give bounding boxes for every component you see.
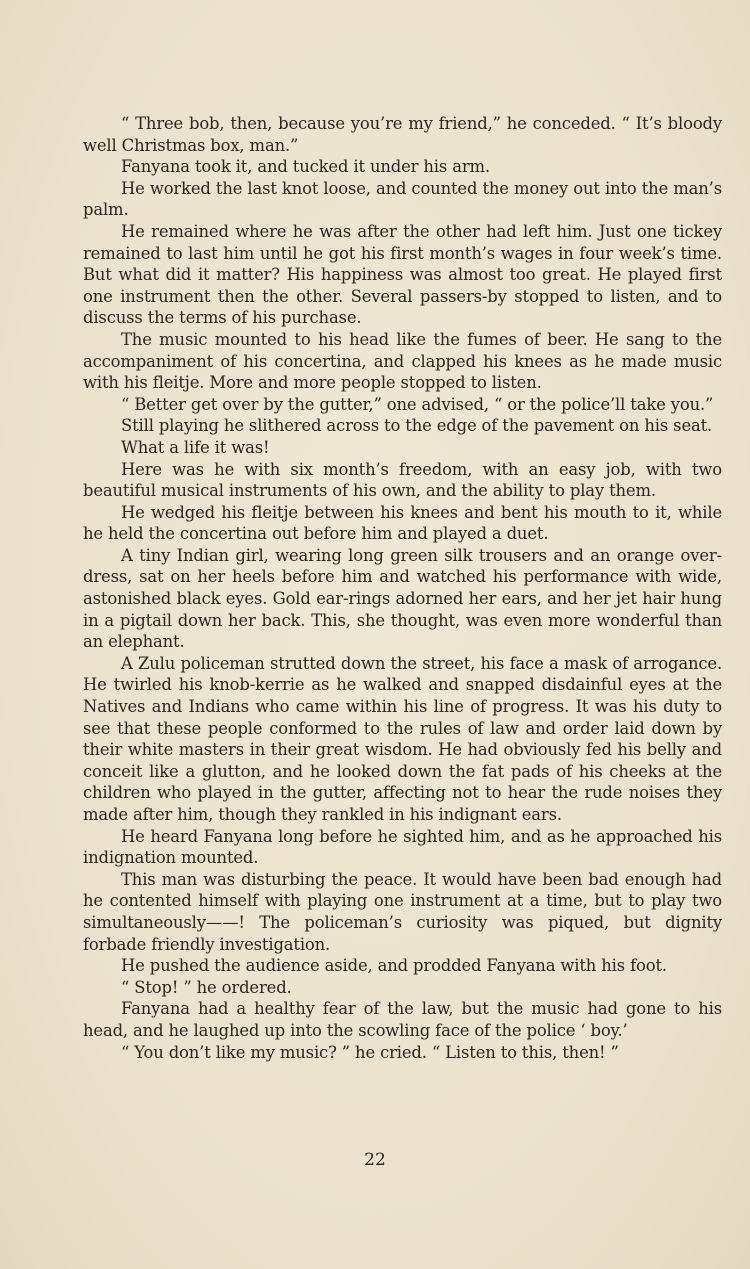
paragraph: He wedged his fleitje between his knees and bent his mouth to it, while he held the concertina out before him and played a duet. xyxy=(83,502,722,544)
paragraph: Fanyana took it, and tucked it under his arm. xyxy=(121,157,490,177)
paragraph: Fanyana had a healthy fear of the law, but the music had gone to his head, and he laughed up into the scowling face of the police ‘ boy.’ xyxy=(83,999,722,1040)
body-text xyxy=(83,113,722,1063)
paragraph: Here was he with six month’s freedom, with an easy job, with two beautiful musical instruments of his own, and the ability to play them. xyxy=(83,459,722,501)
paragraph: “ Stop! ” he ordered. xyxy=(121,977,292,997)
page-number: 22 xyxy=(364,1150,386,1170)
paragraph: A tiny Indian girl, wearing long green silk trousers and an orange over-dress, sat on her heels before him and watched his performance with wide, astonished black eyes. Gold ear-rings adorned her ears, and her jet hair hung in a pigtail down her back. This, she thought, was even more wonderful than an elephant. xyxy=(83,545,722,652)
paragraph: He heard Fanyana long before he sighted him, and as he approached his indignation mounted. xyxy=(83,826,722,868)
paragraph: “ Three bob, then, because you’re my friend,” he conceded. “ It’s bloody well Christmas box, man.” xyxy=(83,114,722,155)
paragraph: He worked the last knot loose, and counted the money out into the man’s palm. xyxy=(83,178,722,220)
paragraph: He pushed the audience aside, and prodded Fanyana with his foot. xyxy=(121,956,667,976)
paragraph: This man was disturbing the peace. It would have been bad enough had he contented himself with playing one instrument at a time, but to play two simultaneously——! The policeman’s curiosity was piqued, but dignity forbade friendly investigation. xyxy=(83,869,722,954)
paragraph: The music mounted to his head like the fumes of beer. He sang to the accompaniment of his concertina, and clapped his knees as he made music with his fleitje. More and more people stopped to listen. xyxy=(83,329,722,393)
paragraph: A Zulu policeman strutted down the street, his face a mask of arrogance. He twirled his knob-kerrie as he walked and snapped disdainful eyes at the Natives and Indians who came within his line of progress. It was his duty to see that these people conformed to the rules of law and order laid down by their white masters in their great wisdom. He had obviously fed his belly and conceit like a glutton, and he looked down the fat pads of his cheeks at the children who played in the gutter, affecting not to hear the rude noises they made after him, though they rankled in his indignant ears. xyxy=(83,653,722,824)
paragraph: What a life it was! xyxy=(121,437,270,457)
paragraph: “ You don’t like my music? ” he cried. “ Listen to this, then! ” xyxy=(121,1042,619,1062)
paragraph: “ Better get over by the gutter,” one advised, “ or the police’ll take you.” xyxy=(121,394,714,414)
paragraph: Still playing he slithered across to the edge of the pavement on his seat. xyxy=(121,416,713,436)
paragraph: He remained where he was after the other had left him. Just one tickey remained to last him until he got his first month’s wages in four week’s time. But what did it matter? His happiness was almost too great. He played first one instrument then the other. Several passers-by stopped to listen, and to discuss the terms of his purchase. xyxy=(83,221,722,328)
